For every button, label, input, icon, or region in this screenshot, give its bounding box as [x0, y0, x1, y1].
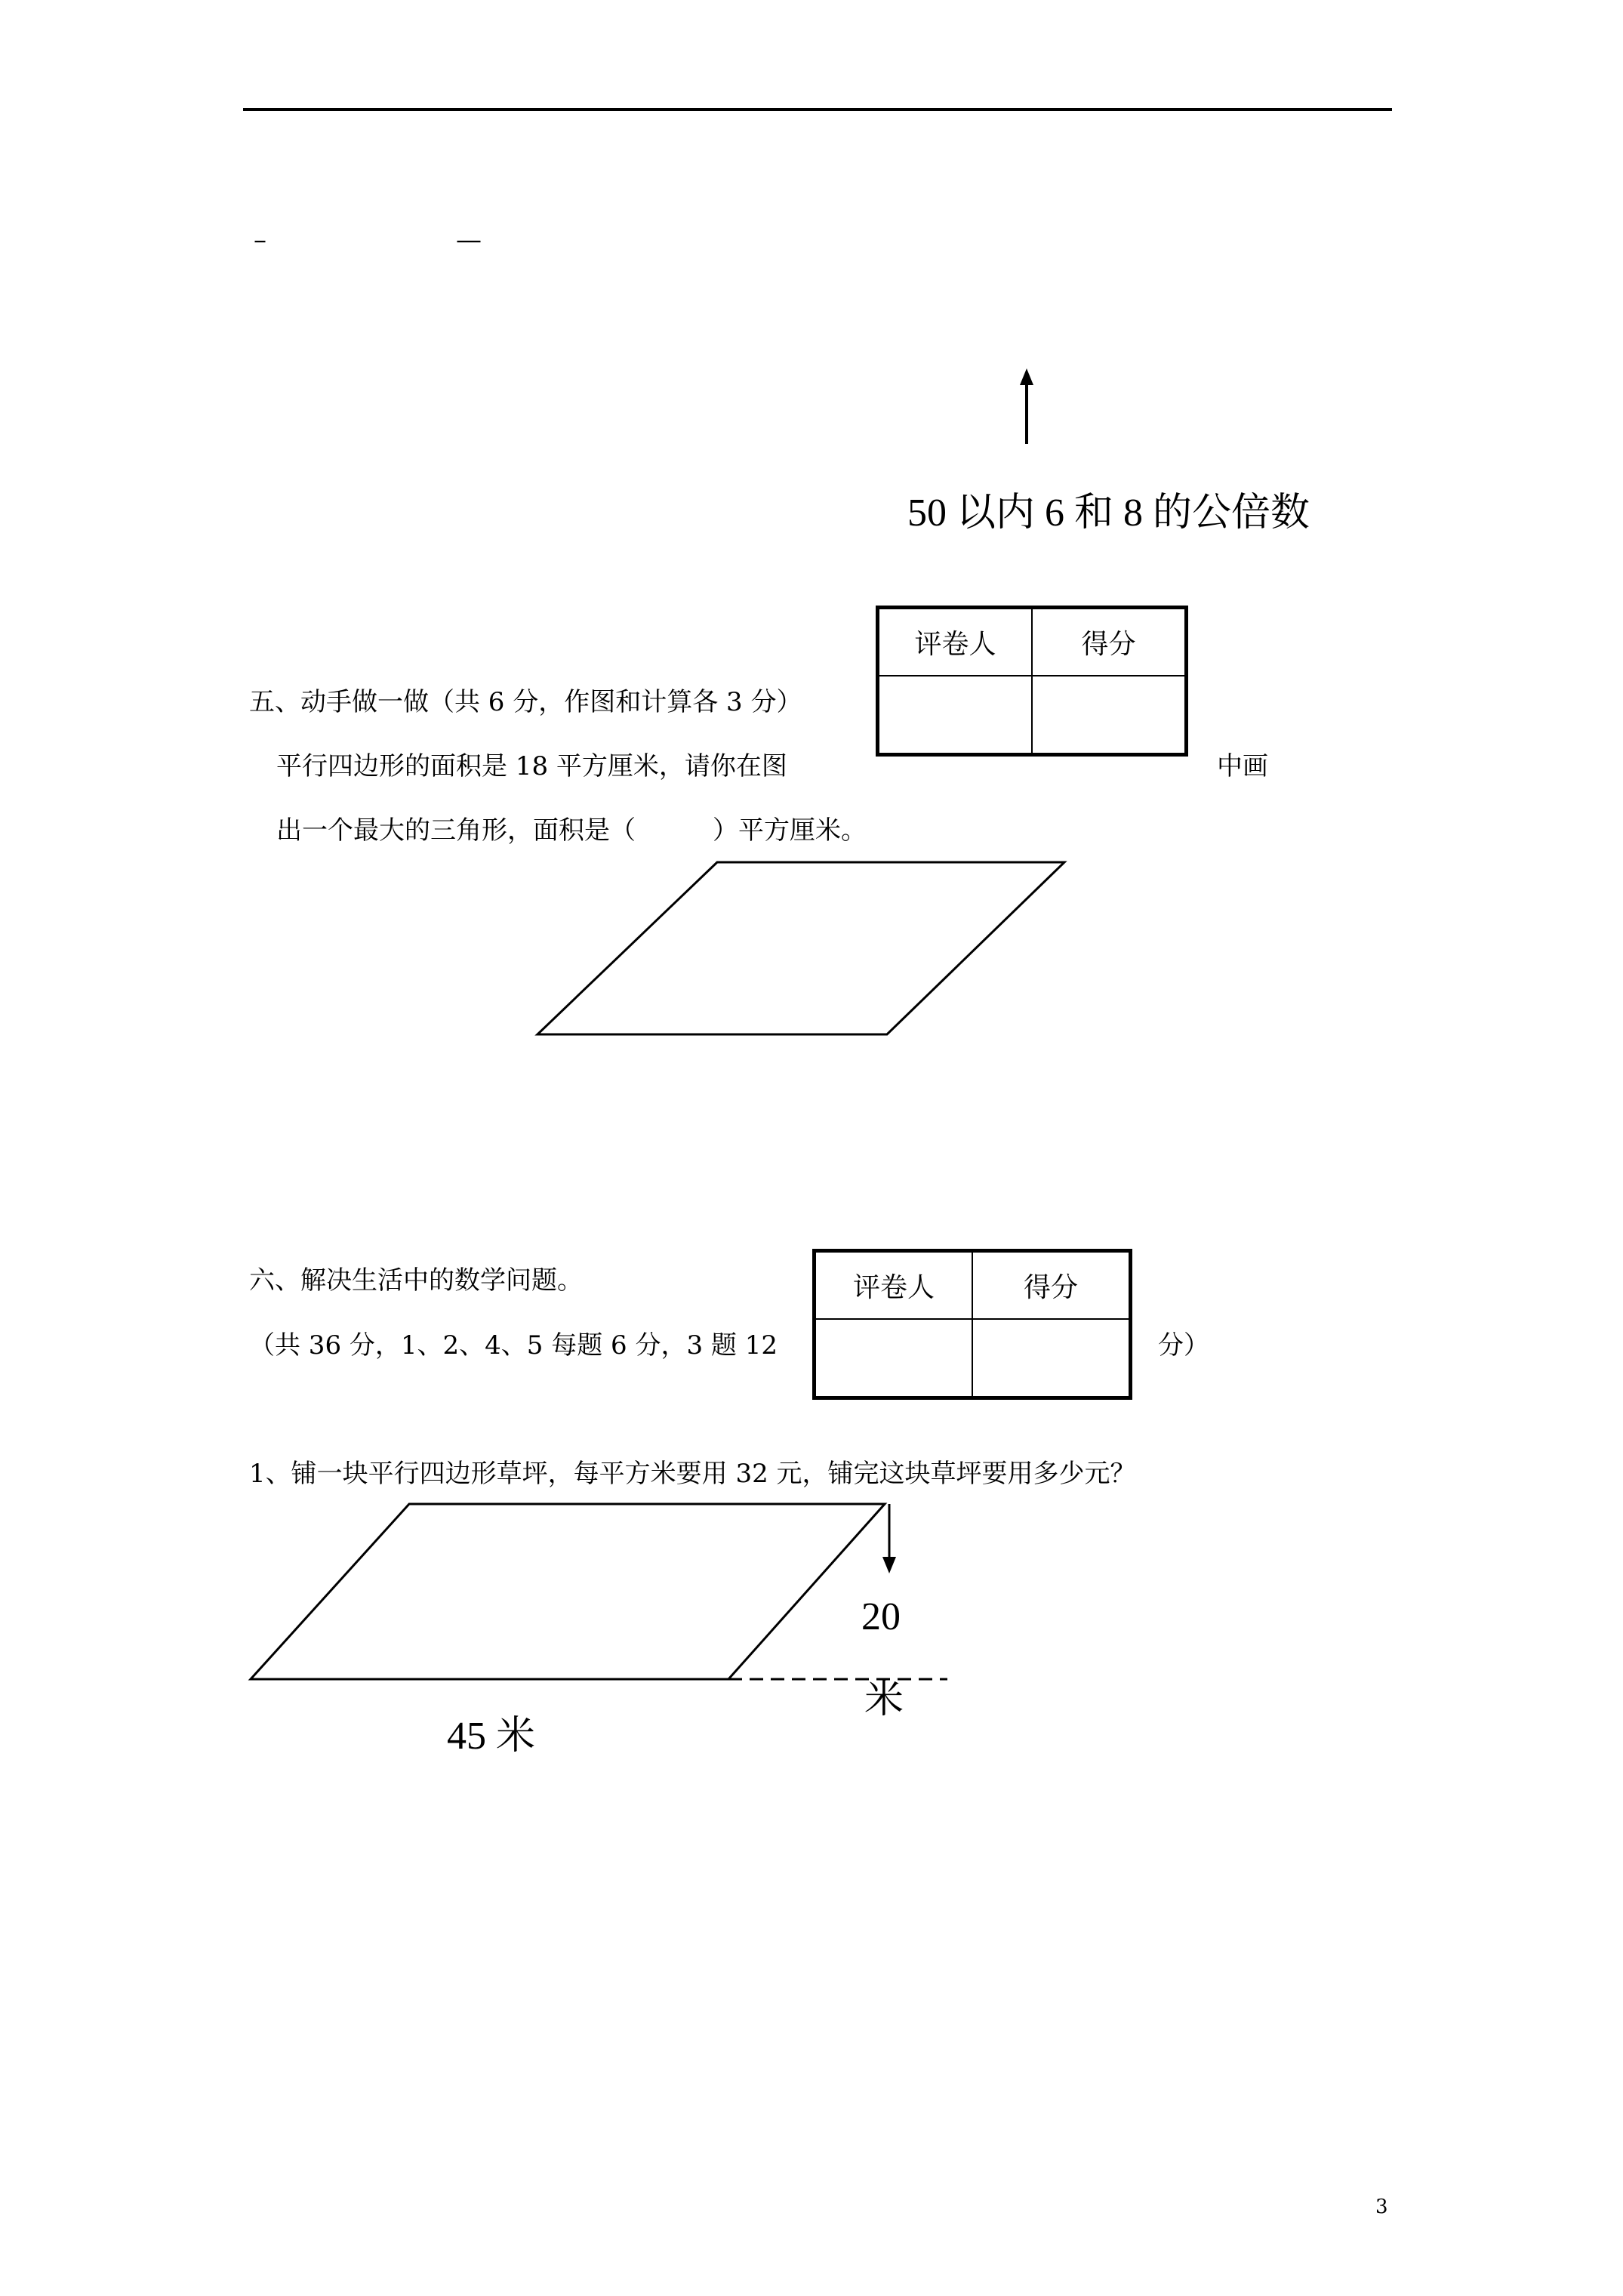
score-cell: [1032, 676, 1187, 755]
grader-header: 评卷人: [878, 608, 1033, 676]
question1-text: 1、铺一块平行四边形草坪，每平方米要用 32 元，铺完这块草坪要用多少元？: [249, 1459, 1136, 1489]
page-number: 3: [1375, 2196, 1388, 2218]
question1-parallelogram-figure: [242, 1495, 966, 1699]
top-dash-right: —: [456, 225, 482, 255]
question1-height-value: 20: [861, 1595, 901, 1638]
section6-score-table: [812, 1249, 1132, 1400]
top-dash-left: –: [254, 225, 266, 255]
score-header: 得分: [972, 1251, 1131, 1319]
section5-score-table: [876, 606, 1188, 757]
section5-parallelogram: [528, 853, 1072, 1049]
grader-cell: [878, 676, 1033, 755]
question1-base-label: 45 米: [447, 1715, 536, 1758]
grader-cell: [815, 1319, 973, 1398]
score-cell: [972, 1319, 1131, 1398]
up-arrow-icon: [1012, 368, 1042, 444]
question1-height-unit: 米: [864, 1678, 904, 1721]
header-rule: [243, 108, 1392, 111]
section6-subheading-start: （共 36 分，1、2、4、5 每题 6 分，3 题 12: [249, 1330, 778, 1361]
common-multiples-label: 50 以内 6 和 8 的公倍数: [907, 492, 1310, 535]
section6-subheading-end: 分）: [1158, 1330, 1209, 1361]
section5-line1-start: 平行四边形的面积是 18 平方厘米，请你在图: [276, 751, 787, 781]
section5-line1-end: 中画: [1217, 751, 1268, 781]
section5-heading: 五、动手做一做（共 6 分，作图和计算各 3 分）: [249, 687, 802, 717]
grader-header: 评卷人: [815, 1251, 973, 1319]
section6-heading: 六、解决生活中的数学问题。: [249, 1265, 583, 1296]
section5-line2: 出一个最大的三角形，面积是（ ）平方厘米。: [276, 815, 867, 846]
score-header: 得分: [1032, 608, 1187, 676]
